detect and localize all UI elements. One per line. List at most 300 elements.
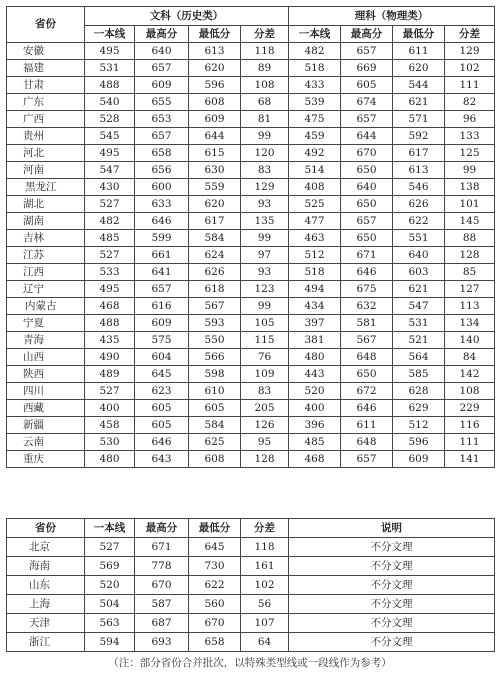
- score-cell: 778: [135, 557, 189, 576]
- remark-cell: 不分文理: [289, 595, 495, 614]
- score-cell: 518: [289, 60, 341, 77]
- score-cell: 675: [341, 281, 393, 298]
- score-cell: 480: [289, 349, 341, 366]
- province-cell: 福建: [7, 60, 85, 77]
- score-cell: 480: [85, 451, 135, 468]
- score-cell: 490: [85, 349, 135, 366]
- score-cell: 644: [341, 128, 393, 145]
- score-cell: 64: [241, 633, 289, 652]
- table-row: [7, 383, 495, 400]
- score-cell: 381: [289, 332, 341, 349]
- score-cell: 93: [241, 196, 289, 213]
- score-cell: 141: [445, 451, 495, 468]
- province-cell: 宁夏: [7, 315, 85, 332]
- table-row: [7, 264, 495, 281]
- province-cell: 陕西: [7, 366, 85, 383]
- score-cell: 594: [85, 633, 135, 652]
- remark-cell: 不分文理: [289, 576, 495, 595]
- score-cell: 657: [341, 451, 393, 468]
- remark-cell: 不分文理: [289, 557, 495, 576]
- score-cell: 488: [85, 77, 135, 94]
- score-cell: 518: [289, 264, 341, 281]
- score-cell: 646: [135, 434, 189, 451]
- province-cell: 辽宁: [7, 281, 85, 298]
- score-cell: 134: [445, 315, 495, 332]
- score-cell: 563: [85, 614, 135, 633]
- table-row: [7, 366, 495, 383]
- score-cell: 99: [445, 162, 495, 179]
- score-cell: 650: [341, 162, 393, 179]
- score-cell: 521: [393, 332, 445, 349]
- table-row: [7, 332, 495, 349]
- score-cell: 544: [393, 77, 445, 94]
- score-cell: 629: [393, 400, 445, 417]
- score-cell: 571: [393, 111, 445, 128]
- table-row: [7, 417, 495, 434]
- table-row: [7, 576, 495, 595]
- score-cell: 624: [189, 247, 241, 264]
- score-table-main: [6, 6, 495, 468]
- score-cell: 105: [241, 315, 289, 332]
- score-cell: 670: [341, 145, 393, 162]
- province-cell: 内蒙古: [7, 298, 85, 315]
- score-cell: 76: [241, 349, 289, 366]
- score-cell: 645: [189, 538, 241, 557]
- score-cell: 604: [135, 349, 189, 366]
- score-cell: 468: [85, 298, 135, 315]
- score-cell: 617: [189, 213, 241, 230]
- score-cell: 693: [135, 633, 189, 652]
- subheader-max-score: 最高分: [341, 26, 393, 43]
- score-cell: 531: [393, 315, 445, 332]
- score-cell: 463: [289, 230, 341, 247]
- province-cell: 海南: [7, 557, 85, 576]
- table-row: [7, 111, 495, 128]
- score-cell: 468: [289, 451, 341, 468]
- score-cell: 102: [445, 60, 495, 77]
- score-cell: 640: [393, 247, 445, 264]
- score-cell: 126: [241, 417, 289, 434]
- score-cell: 475: [289, 111, 341, 128]
- province-cell: 江苏: [7, 247, 85, 264]
- score-cell: 646: [135, 213, 189, 230]
- score-cell: 56: [241, 595, 289, 614]
- score-cell: 630: [189, 162, 241, 179]
- score-cell: 525: [289, 196, 341, 213]
- score-cell: 142: [445, 366, 495, 383]
- remark-cell: 不分文理: [289, 538, 495, 557]
- score-cell: 657: [341, 213, 393, 230]
- score-cell: 520: [289, 383, 341, 400]
- remark-cell: 不分文理: [289, 614, 495, 633]
- score-cell: 433: [289, 77, 341, 94]
- score-cell: 730: [189, 557, 241, 576]
- score-cell: 68: [241, 94, 289, 111]
- score-cell: 625: [189, 434, 241, 451]
- score-cell: 495: [85, 43, 135, 60]
- table-row: [7, 298, 495, 315]
- score-cell: 514: [289, 162, 341, 179]
- score-cell: 520: [85, 576, 135, 595]
- score-cell: 550: [189, 332, 241, 349]
- score-cell: 434: [289, 298, 341, 315]
- table-row: [7, 595, 495, 614]
- score-cell: 229: [445, 400, 495, 417]
- table-row: [7, 400, 495, 417]
- score-cell: 609: [135, 77, 189, 94]
- score-cell: 566: [189, 349, 241, 366]
- score-cell: 88: [445, 230, 495, 247]
- province-cell: 重庆: [7, 451, 85, 468]
- score-cell: 599: [135, 230, 189, 247]
- score-cell: 459: [289, 128, 341, 145]
- score-cell: 99: [241, 298, 289, 315]
- score-cell: 650: [341, 196, 393, 213]
- table-row: [7, 60, 495, 77]
- score-cell: 482: [85, 213, 135, 230]
- table-row: [7, 179, 495, 196]
- score-cell: 628: [393, 383, 445, 400]
- province-cell: 西藏: [7, 400, 85, 417]
- score-cell: 443: [289, 366, 341, 383]
- province-cell: 河南: [7, 162, 85, 179]
- score-cell: 645: [135, 366, 189, 383]
- column-header: 最高分: [135, 519, 189, 538]
- column-header: 省份: [7, 519, 85, 538]
- score-cell: 118: [241, 43, 289, 60]
- province-cell: 安徽: [7, 43, 85, 60]
- score-cell: 140: [445, 332, 495, 349]
- province-cell: 四川: [7, 383, 85, 400]
- score-cell: 101: [445, 196, 495, 213]
- score-cell: 533: [85, 264, 135, 281]
- score-cell: 605: [341, 77, 393, 94]
- score-cell: 650: [341, 366, 393, 383]
- score-cell: 128: [445, 247, 495, 264]
- score-cell: 138: [445, 179, 495, 196]
- score-cell: 494: [289, 281, 341, 298]
- score-cell: 495: [85, 281, 135, 298]
- score-cell: 585: [393, 366, 445, 383]
- score-cell: 621: [393, 94, 445, 111]
- score-cell: 539: [289, 94, 341, 111]
- score-cell: 657: [341, 111, 393, 128]
- province-cell: 浙江: [7, 633, 85, 652]
- table-row: [7, 145, 495, 162]
- score-cell: 661: [135, 247, 189, 264]
- score-cell: 93: [241, 264, 289, 281]
- score-cell: 495: [85, 145, 135, 162]
- score-cell: 111: [445, 434, 495, 451]
- score-cell: 116: [445, 417, 495, 434]
- score-cell: 161: [241, 557, 289, 576]
- score-cell: 672: [341, 383, 393, 400]
- score-cell: 430: [85, 179, 135, 196]
- score-cell: 611: [393, 43, 445, 60]
- score-cell: 658: [135, 145, 189, 162]
- table-row: [7, 349, 495, 366]
- group-header-liberal-arts: 文科（历史类）: [85, 7, 289, 26]
- score-cell: 400: [85, 400, 135, 417]
- score-cell: 547: [393, 298, 445, 315]
- province-cell: 贵州: [7, 128, 85, 145]
- score-cell: 593: [189, 315, 241, 332]
- footnote: （注：部分省份合并批次，以特殊类型线或一段线作为参考）: [108, 657, 392, 669]
- score-cell: 123: [241, 281, 289, 298]
- score-cell: 118: [241, 538, 289, 557]
- score-cell: 492: [289, 145, 341, 162]
- score-cell: 551: [393, 230, 445, 247]
- province-cell: 山西: [7, 349, 85, 366]
- score-cell: 657: [135, 128, 189, 145]
- score-cell: 482: [289, 43, 341, 60]
- score-cell: 528: [85, 111, 135, 128]
- score-cell: 113: [445, 298, 495, 315]
- score-cell: 643: [135, 451, 189, 468]
- subheader-min-score: 最低分: [393, 26, 445, 43]
- score-cell: 527: [85, 247, 135, 264]
- score-cell: 531: [85, 60, 135, 77]
- score-cell: 97: [241, 247, 289, 264]
- score-cell: 641: [135, 264, 189, 281]
- score-cell: 567: [189, 298, 241, 315]
- province-header: 省份: [7, 7, 85, 43]
- score-cell: 623: [135, 383, 189, 400]
- subheader-min-score: 最低分: [189, 26, 241, 43]
- score-cell: 671: [341, 247, 393, 264]
- score-cell: 648: [341, 434, 393, 451]
- score-cell: 485: [85, 230, 135, 247]
- score-cell: 102: [241, 576, 289, 595]
- score-cell: 567: [341, 332, 393, 349]
- table-row: [7, 162, 495, 179]
- score-cell: 546: [393, 179, 445, 196]
- score-cell: 458: [85, 417, 135, 434]
- score-cell: 655: [135, 94, 189, 111]
- column-header: 说明: [289, 519, 495, 538]
- score-cell: 613: [393, 162, 445, 179]
- score-cell: 96: [445, 111, 495, 128]
- score-cell: 81: [241, 111, 289, 128]
- province-cell: 湖南: [7, 213, 85, 230]
- province-cell: 吉林: [7, 230, 85, 247]
- province-cell: 甘肃: [7, 77, 85, 94]
- score-cell: 84: [445, 349, 495, 366]
- score-cell: 640: [135, 43, 189, 60]
- score-cell: 671: [135, 538, 189, 557]
- score-cell: 596: [189, 77, 241, 94]
- table-row: [7, 43, 495, 60]
- score-cell: 83: [241, 383, 289, 400]
- province-cell: 江西: [7, 264, 85, 281]
- column-header: 分差: [241, 519, 289, 538]
- province-cell: 云南: [7, 434, 85, 451]
- score-table-combined: [6, 518, 495, 652]
- score-cell: 560: [189, 595, 241, 614]
- score-cell: 83: [241, 162, 289, 179]
- score-cell: 616: [135, 298, 189, 315]
- score-cell: 527: [85, 196, 135, 213]
- score-cell: 89: [241, 60, 289, 77]
- score-cell: 135: [241, 213, 289, 230]
- province-cell: 山东: [7, 576, 85, 595]
- score-cell: 603: [393, 264, 445, 281]
- score-cell: 95: [241, 434, 289, 451]
- score-cell: 109: [241, 366, 289, 383]
- score-cell: 644: [189, 128, 241, 145]
- score-cell: 584: [189, 230, 241, 247]
- score-cell: 653: [135, 111, 189, 128]
- score-cell: 127: [445, 281, 495, 298]
- score-cell: 592: [393, 128, 445, 145]
- score-cell: 108: [241, 77, 289, 94]
- score-cell: 657: [135, 281, 189, 298]
- score-cell: 620: [189, 60, 241, 77]
- score-cell: 587: [135, 595, 189, 614]
- score-cell: 632: [341, 298, 393, 315]
- table-row: [7, 196, 495, 213]
- score-cell: 622: [393, 213, 445, 230]
- table-row: [7, 77, 495, 94]
- province-cell: 青海: [7, 332, 85, 349]
- subheader-score-gap: 分差: [241, 26, 289, 43]
- score-cell: 626: [189, 264, 241, 281]
- subheader-score-gap: 分差: [445, 26, 495, 43]
- score-cell: 559: [189, 179, 241, 196]
- score-cell: 128: [241, 451, 289, 468]
- score-cell: 111: [445, 77, 495, 94]
- score-cell: 108: [445, 383, 495, 400]
- score-cell: 656: [135, 162, 189, 179]
- score-cell: 82: [445, 94, 495, 111]
- score-cell: 581: [341, 315, 393, 332]
- score-cell: 120: [241, 145, 289, 162]
- score-cell: 608: [189, 451, 241, 468]
- score-cell: 129: [241, 179, 289, 196]
- score-cell: 640: [341, 179, 393, 196]
- score-cell: 657: [341, 43, 393, 60]
- score-cell: 545: [85, 128, 135, 145]
- table-row: [7, 538, 495, 557]
- table-row: [7, 315, 495, 332]
- score-cell: 575: [135, 332, 189, 349]
- province-cell: 黑龙江: [7, 179, 85, 196]
- score-cell: 605: [135, 417, 189, 434]
- table-row: [7, 213, 495, 230]
- table-row: [7, 230, 495, 247]
- score-cell: 646: [341, 264, 393, 281]
- score-cell: 547: [85, 162, 135, 179]
- score-cell: 85: [445, 264, 495, 281]
- score-cell: 584: [189, 417, 241, 434]
- score-cell: 115: [241, 332, 289, 349]
- table-row: [7, 247, 495, 264]
- score-cell: 658: [189, 633, 241, 652]
- score-cell: 618: [189, 281, 241, 298]
- table-row: [7, 128, 495, 145]
- column-header: 一本线: [85, 519, 135, 538]
- column-header: 最低分: [189, 519, 241, 538]
- remark-cell: 不分文理: [289, 633, 495, 652]
- score-cell: 396: [289, 417, 341, 434]
- score-cell: 626: [393, 196, 445, 213]
- score-cell: 569: [85, 557, 135, 576]
- score-cell: 145: [445, 213, 495, 230]
- score-cell: 669: [341, 60, 393, 77]
- score-cell: 622: [189, 576, 241, 595]
- group-header-science: 理科（物理类）: [289, 7, 495, 26]
- province-cell: 北京: [7, 538, 85, 557]
- score-cell: 687: [135, 614, 189, 633]
- province-cell: 上海: [7, 595, 85, 614]
- score-cell: 477: [289, 213, 341, 230]
- score-cell: 564: [393, 349, 445, 366]
- score-cell: 205: [241, 400, 289, 417]
- score-cell: 596: [393, 434, 445, 451]
- subheader-max-score: 最高分: [135, 26, 189, 43]
- score-cell: 530: [85, 434, 135, 451]
- score-cell: 488: [85, 315, 135, 332]
- score-cell: 485: [289, 434, 341, 451]
- score-cell: 609: [189, 111, 241, 128]
- score-cell: 609: [135, 315, 189, 332]
- score-cell: 615: [189, 145, 241, 162]
- score-cell: 650: [341, 230, 393, 247]
- score-cell: 129: [445, 43, 495, 60]
- score-cell: 598: [189, 366, 241, 383]
- table-row: [7, 434, 495, 451]
- score-cell: 670: [135, 576, 189, 595]
- score-cell: 611: [341, 417, 393, 434]
- table-row: [7, 451, 495, 468]
- score-cell: 609: [393, 451, 445, 468]
- score-cell: 99: [241, 128, 289, 145]
- score-cell: 512: [393, 417, 445, 434]
- score-cell: 600: [135, 179, 189, 196]
- score-cell: 527: [85, 538, 135, 557]
- score-cell: 435: [85, 332, 135, 349]
- score-cell: 605: [135, 400, 189, 417]
- table-row: [7, 557, 495, 576]
- province-cell: 新疆: [7, 417, 85, 434]
- score-cell: 527: [85, 383, 135, 400]
- score-cell: 107: [241, 614, 289, 633]
- score-cell: 633: [135, 196, 189, 213]
- province-cell: 广西: [7, 111, 85, 128]
- score-cell: 620: [393, 60, 445, 77]
- score-cell: 512: [289, 247, 341, 264]
- table-row: [7, 614, 495, 633]
- score-cell: 657: [135, 60, 189, 77]
- score-cell: 397: [289, 315, 341, 332]
- score-cell: 670: [189, 614, 241, 633]
- table-row: [7, 633, 495, 652]
- score-cell: 648: [341, 349, 393, 366]
- score-cell: 608: [189, 94, 241, 111]
- score-cell: 125: [445, 145, 495, 162]
- province-cell: 河北: [7, 145, 85, 162]
- score-cell: 617: [393, 145, 445, 162]
- score-cell: 540: [85, 94, 135, 111]
- table-row: [7, 281, 495, 298]
- score-cell: 620: [189, 196, 241, 213]
- province-cell: 广东: [7, 94, 85, 111]
- province-cell: 湖北: [7, 196, 85, 213]
- subheader-first-tier-line: 一本线: [85, 26, 135, 43]
- score-cell: 621: [393, 281, 445, 298]
- score-cell: 613: [189, 43, 241, 60]
- subheader-first-tier-line: 一本线: [289, 26, 341, 43]
